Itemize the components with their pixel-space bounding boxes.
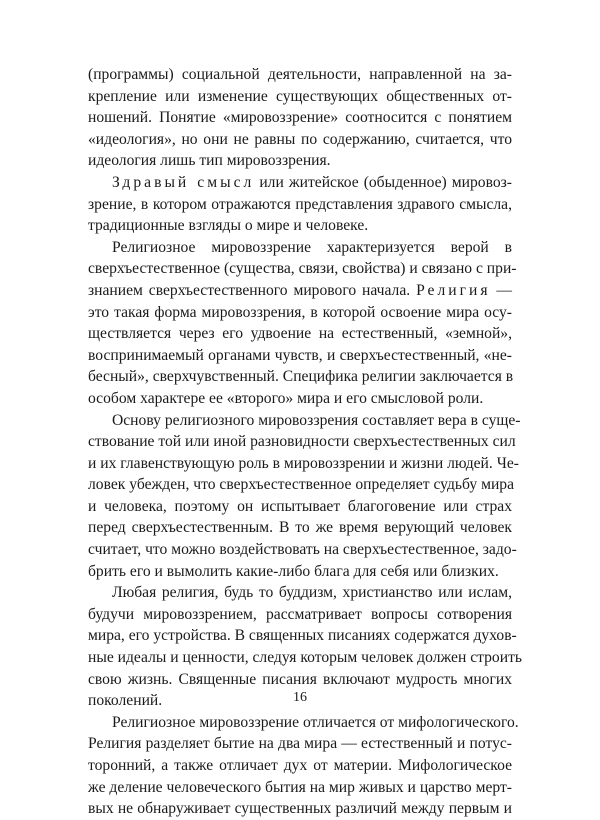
page-body xyxy=(88,64,523,820)
term-common-sense: Здравый смысл xyxy=(112,173,255,191)
text-line: традиционные взгляды о мире и человеке. xyxy=(88,217,369,235)
text-line: и человека, поэтому он испытывает благоговение или страх xyxy=(88,497,512,515)
text-line: ществляется через его удвоение на естественный, «земной», xyxy=(88,325,512,343)
paragraph-1 xyxy=(88,64,512,172)
text-line: Основу религиозного мировоззрения составляет вера в суще- xyxy=(112,411,521,429)
text-line-with-term: знанием сверхъестественного мирового начала. Религия — xyxy=(88,281,512,299)
text-line: это такая форма мировоззрения, в которой освоение мира осу- xyxy=(88,303,512,321)
text-line: зрение, в котором отражаются представления здравого смысла, xyxy=(88,195,512,213)
text-line: Религиозное мировоззрение характеризуется верой в xyxy=(112,238,512,256)
text-line: Религиозное мировоззрение отличается от мифологического. xyxy=(112,713,519,731)
text-line: ные идеалы и ценности, следуя которым человек должен строить xyxy=(88,649,523,667)
paragraph-6 xyxy=(88,712,519,820)
text-line: бесный», сверхчувственный. Специфика религии заключается в xyxy=(88,368,514,386)
text-line: поколений. xyxy=(88,692,163,710)
term-religion: Религия xyxy=(416,281,491,299)
text-line: перед сверхъестественным. В то же время верующий человек xyxy=(88,519,512,537)
text-line: «идеология», но они не равны по содержанию, считается, что xyxy=(88,130,512,148)
text-line: считает, что можно воздействовать на сверхъестественное, задо- xyxy=(88,541,517,559)
text-line: и их главенствующую роль в мировоззрении и жизни людей. Че- xyxy=(88,454,519,472)
page-number: 16 xyxy=(293,690,307,705)
text-line: свою жизнь. Священные писания включают мудрость многих xyxy=(88,670,512,688)
text-line: брить его и вымолить какие-либо блага для себя или близких. xyxy=(88,562,499,580)
text-line: особом характере ее «второго» мира и его смысловой роли. xyxy=(88,389,484,407)
text-line: крепление или изменение существующих общественных от- xyxy=(88,87,512,105)
text-line: ствование той или иной разновидности сверхъестественных сил xyxy=(88,433,516,451)
text-line: воспринимаемый органами чувств, и сверхъестественный, «не- xyxy=(88,346,512,364)
text-line: ношений. Понятие «мировоззрение» соотносится с понятием xyxy=(88,109,512,127)
paragraph-2 xyxy=(88,172,512,237)
text-line: (программы) социальной деятельности, направленной на за- xyxy=(88,66,512,83)
text-line: идеология лишь тип мировоззрения. xyxy=(88,152,331,170)
text-line: ловек убежден, что сверхъестественное определяет судьбу мира xyxy=(88,476,515,494)
text-line: сверхъестественное (существа, связи, свойства) и связано с при- xyxy=(88,260,517,278)
text-line: Религия разделяет бытие на два мира — естественный и потус- xyxy=(88,735,512,753)
text-line: вых не обнаруживает существенных различий между первым и xyxy=(88,800,512,818)
text-line: торонний, а также отличает дух от материи. Мифологическое xyxy=(88,757,512,774)
text-line-with-term: Здравый смысл или житейское (обыденное) мировоз- xyxy=(112,173,512,191)
text-line: Любая религия, будь то буддизм, христианство или ислам, xyxy=(112,584,512,602)
text-line: же деление человеческого бытия на мир живых и царство мерт- xyxy=(88,778,512,796)
text-line: мира, его устройства. В священных писаниях содержатся духов- xyxy=(88,627,517,645)
paragraph-3 xyxy=(88,237,517,410)
paragraph-4 xyxy=(88,410,521,583)
text-line: будучи мировоззрением, рассматривает вопросы сотворения xyxy=(88,605,512,623)
